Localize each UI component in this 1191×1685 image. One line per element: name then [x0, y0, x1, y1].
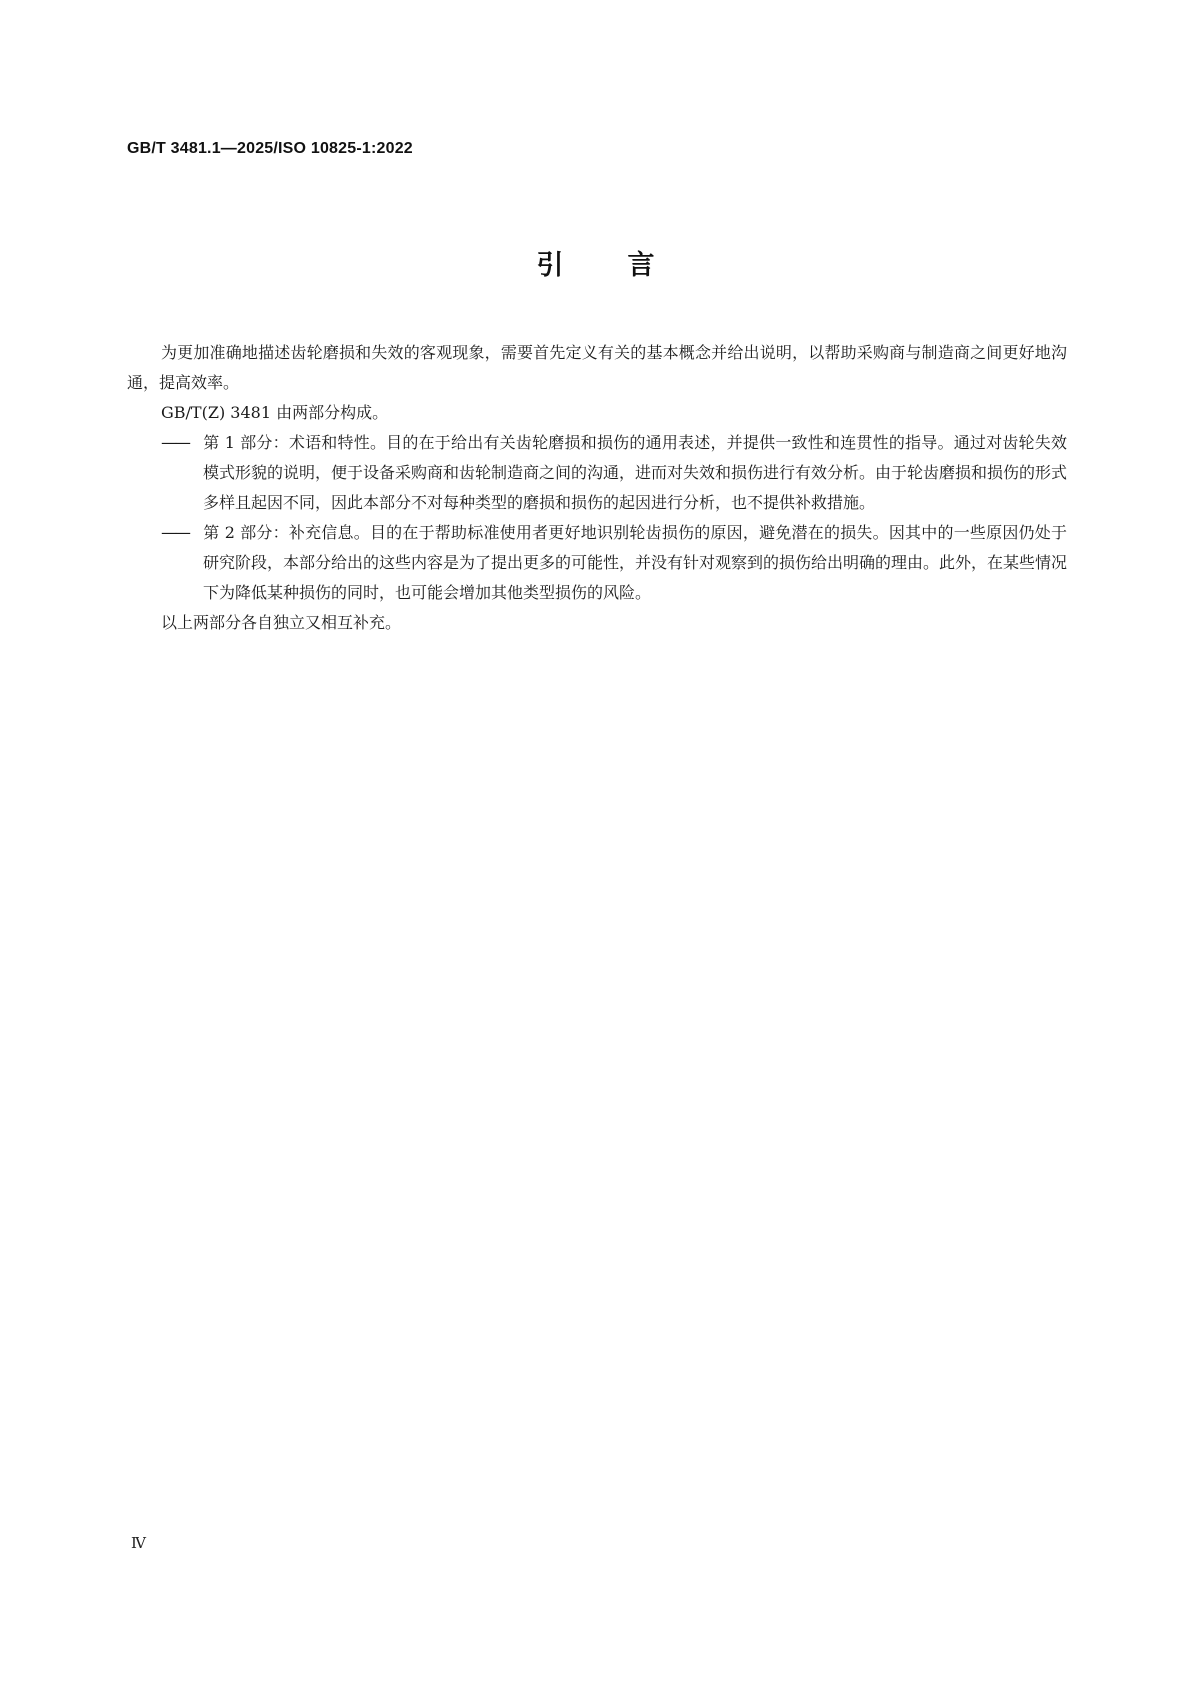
intro-paragraph-3: 以上两部分各自独立又相互补充。	[161, 613, 402, 632]
page-number: Ⅳ	[131, 1534, 146, 1552]
intro-paragraph-1: 为更加准确地描述齿轮磨损和失效的客观现象，需要首先定义有关的基本概念并给出说明，以帮助采购商与制造商之间更好地沟通，提高效率。	[127, 343, 1067, 392]
part-list-item-1	[127, 428, 1067, 518]
dash-marker: ——	[161, 433, 189, 452]
part-1-description: 第 1 部分：术语和特性。目的在于给出有关齿轮磨损和损伤的通用表述，并提供一致性和连贯性的指导。通过对齿轮失效模式形貌的说明，便于设备采购商和齿轮制造商之间的沟通，进而对失效和损伤进行有效分析。由于轮齿磨损和损伤的形式多样且起因不同，因此本部分不对每种类型的磨损和损伤的起因进行分析，也不提供补救措施。	[203, 433, 1068, 512]
part-2-description: 第 2 部分：补充信息。目的在于帮助标准使用者更好地识别轮齿损伤的原因，避免潜在的损失。因其中的一些原因仍处于研究阶段，本部分给出的这些内容是为了提出更多的可能性，并没有针对观察到的损伤给出明确的理由。此外，在某些情况下为降低某种损伤的同时，也可能会增加其他类型损伤的风险。	[203, 523, 1068, 602]
standard-code-header: GB/T 3481.1—2025/ISO 10825-1:2022	[127, 140, 413, 157]
part-list-item-2	[127, 518, 1067, 608]
dash-marker: ——	[161, 523, 189, 542]
introduction-body	[127, 338, 1067, 638]
intro-paragraph-2: GB/T(Z) 3481 由两部分构成。	[161, 403, 389, 422]
section-title: 引言	[536, 250, 719, 281]
